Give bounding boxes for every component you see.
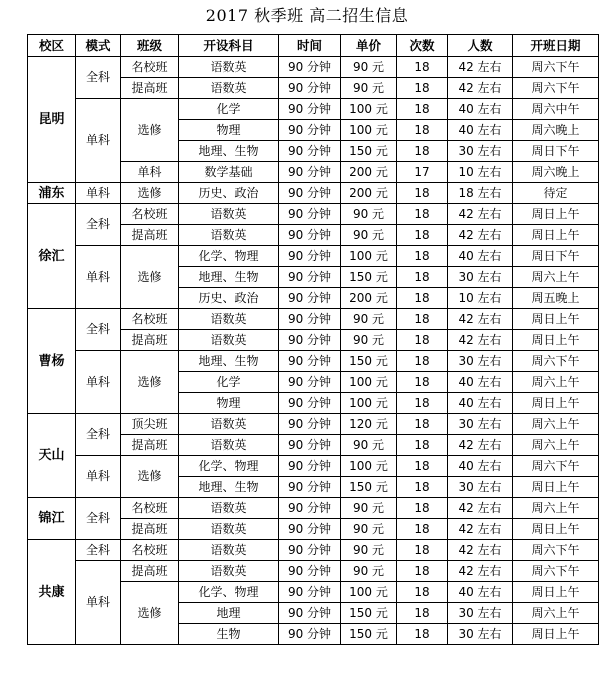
price-cell: 90 元 [341,204,397,225]
price-cell: 90 元 [341,519,397,540]
subject-cell: 语数英 [179,225,279,246]
date-cell: 周六上午 [513,267,599,288]
people-cell: 42 左右 [448,57,513,78]
time-cell: 90 分钟 [279,330,341,351]
count-cell: 18 [397,120,448,141]
price-cell: 150 元 [341,267,397,288]
people-cell: 30 左右 [448,267,513,288]
time-cell: 90 分钟 [279,540,341,561]
subject-cell: 语数英 [179,330,279,351]
date-cell: 周六下午 [513,561,599,582]
people-cell: 40 左右 [448,582,513,603]
table-row [28,540,599,561]
count-cell: 18 [397,330,448,351]
subject-cell: 地理、生物 [179,267,279,288]
people-cell: 30 左右 [448,624,513,645]
subject-cell: 化学 [179,99,279,120]
people-cell: 42 左右 [448,330,513,351]
count-cell: 18 [397,624,448,645]
subject-cell: 地理、生物 [179,351,279,372]
price-cell: 200 元 [341,288,397,309]
time-cell: 90 分钟 [279,372,341,393]
time-cell: 90 分钟 [279,57,341,78]
time-cell: 90 分钟 [279,498,341,519]
table-row [28,99,599,120]
people-cell: 30 左右 [448,477,513,498]
people-cell: 30 左右 [448,351,513,372]
date-cell: 周日上午 [513,519,599,540]
date-cell: 待定 [513,183,599,204]
count-cell: 18 [397,267,448,288]
price-cell: 150 元 [341,624,397,645]
count-cell: 18 [397,603,448,624]
subject-cell: 语数英 [179,561,279,582]
class-cell: 选修 [121,183,179,204]
date-cell: 周日上午 [513,624,599,645]
header-start-date: 开班日期 [513,35,599,57]
time-cell: 90 分钟 [279,246,341,267]
time-cell: 90 分钟 [279,288,341,309]
class-cell: 提高班 [121,519,179,540]
price-cell: 90 元 [341,57,397,78]
count-cell: 18 [397,78,448,99]
count-cell: 18 [397,498,448,519]
mode-cell: 全科 [76,204,121,246]
people-cell: 42 左右 [448,498,513,519]
header-price: 单价 [341,35,397,57]
date-cell: 周日下午 [513,141,599,162]
table-row [28,309,599,330]
campus-cell: 共康 [28,540,76,645]
date-cell: 周六晚上 [513,162,599,183]
price-cell: 90 元 [341,225,397,246]
count-cell: 18 [397,477,448,498]
time-cell: 90 分钟 [279,414,341,435]
count-cell: 18 [397,141,448,162]
time-cell: 90 分钟 [279,183,341,204]
subject-cell: 化学、物理 [179,456,279,477]
date-cell: 周六下午 [513,57,599,78]
count-cell: 18 [397,309,448,330]
date-cell: 周六晚上 [513,120,599,141]
subject-cell: 语数英 [179,435,279,456]
count-cell: 18 [397,225,448,246]
date-cell: 周日上午 [513,582,599,603]
date-cell: 周六上午 [513,603,599,624]
date-cell: 周六上午 [513,498,599,519]
class-cell: 名校班 [121,540,179,561]
time-cell: 90 分钟 [279,582,341,603]
price-cell: 90 元 [341,435,397,456]
count-cell: 18 [397,519,448,540]
subject-cell: 语数英 [179,414,279,435]
subject-cell: 物理 [179,120,279,141]
price-cell: 100 元 [341,99,397,120]
price-cell: 150 元 [341,603,397,624]
price-cell: 100 元 [341,456,397,477]
count-cell: 18 [397,57,448,78]
header-count: 次数 [397,35,448,57]
count-cell: 18 [397,540,448,561]
count-cell: 18 [397,456,448,477]
count-cell: 18 [397,246,448,267]
subject-cell: 语数英 [179,204,279,225]
cursor-mark [598,280,599,292]
header-people: 人数 [448,35,513,57]
class-cell: 名校班 [121,57,179,78]
price-cell: 200 元 [341,183,397,204]
date-cell: 周日上午 [513,204,599,225]
price-cell: 150 元 [341,141,397,162]
table-row [28,351,599,372]
subject-cell: 语数英 [179,519,279,540]
mode-cell: 全科 [76,540,121,561]
date-cell: 周日下午 [513,246,599,267]
people-cell: 42 左右 [448,540,513,561]
count-cell: 18 [397,183,448,204]
date-cell: 周六上午 [513,435,599,456]
time-cell: 90 分钟 [279,561,341,582]
count-cell: 18 [397,204,448,225]
people-cell: 40 左右 [448,393,513,414]
time-cell: 90 分钟 [279,435,341,456]
mode-cell: 单科 [76,351,121,414]
campus-cell: 锦江 [28,498,76,540]
class-cell: 提高班 [121,78,179,99]
class-cell: 单科 [121,162,179,183]
price-cell: 90 元 [341,498,397,519]
subject-cell: 语数英 [179,309,279,330]
people-cell: 42 左右 [448,78,513,99]
people-cell: 42 左右 [448,561,513,582]
table-row [28,183,599,204]
time-cell: 90 分钟 [279,456,341,477]
people-cell: 30 左右 [448,141,513,162]
header-class: 班级 [121,35,179,57]
price-cell: 120 元 [341,414,397,435]
subject-cell: 语数英 [179,540,279,561]
price-cell: 100 元 [341,393,397,414]
count-cell: 18 [397,372,448,393]
time-cell: 90 分钟 [279,603,341,624]
table-row [28,57,599,78]
price-cell: 100 元 [341,246,397,267]
date-cell: 周六下午 [513,351,599,372]
subject-cell: 化学、物理 [179,582,279,603]
campus-cell: 浦东 [28,183,76,204]
date-cell: 周日上午 [513,309,599,330]
people-cell: 18 左右 [448,183,513,204]
people-cell: 40 左右 [448,99,513,120]
date-cell: 周日上午 [513,225,599,246]
price-cell: 100 元 [341,582,397,603]
subject-cell: 地理 [179,603,279,624]
people-cell: 40 左右 [448,246,513,267]
table-row [28,204,599,225]
count-cell: 18 [397,288,448,309]
time-cell: 90 分钟 [279,267,341,288]
time-cell: 90 分钟 [279,120,341,141]
count-cell: 18 [397,561,448,582]
subject-cell: 物理 [179,393,279,414]
people-cell: 40 左右 [448,120,513,141]
class-cell: 选修 [121,456,179,498]
count-cell: 18 [397,99,448,120]
subject-cell: 生物 [179,624,279,645]
price-cell: 90 元 [341,309,397,330]
price-cell: 100 元 [341,372,397,393]
class-cell: 选修 [121,351,179,414]
header-time: 时间 [279,35,341,57]
class-cell: 提高班 [121,561,179,582]
people-cell: 30 左右 [448,603,513,624]
date-cell: 周五晚上 [513,288,599,309]
class-cell: 提高班 [121,225,179,246]
table-row [28,414,599,435]
time-cell: 90 分钟 [279,99,341,120]
class-cell: 名校班 [121,498,179,519]
time-cell: 90 分钟 [279,162,341,183]
campus-cell: 昆明 [28,57,76,183]
date-cell: 周日上午 [513,393,599,414]
time-cell: 90 分钟 [279,519,341,540]
time-cell: 90 分钟 [279,141,341,162]
subject-cell: 语数英 [179,57,279,78]
table-row [28,498,599,519]
people-cell: 10 左右 [448,288,513,309]
subject-cell: 数学基础 [179,162,279,183]
count-cell: 18 [397,582,448,603]
price-cell: 150 元 [341,351,397,372]
people-cell: 42 左右 [448,309,513,330]
count-cell: 18 [397,393,448,414]
class-cell: 名校班 [121,204,179,225]
table-row [28,246,599,267]
count-cell: 18 [397,414,448,435]
price-cell: 200 元 [341,162,397,183]
subject-cell: 化学、物理 [179,246,279,267]
price-cell: 90 元 [341,540,397,561]
date-cell: 周六上午 [513,414,599,435]
count-cell: 17 [397,162,448,183]
subject-cell: 语数英 [179,78,279,99]
date-cell: 周日上午 [513,330,599,351]
campus-cell: 徐汇 [28,204,76,309]
price-cell: 90 元 [341,330,397,351]
price-cell: 150 元 [341,477,397,498]
subject-cell: 历史、政治 [179,288,279,309]
subject-cell: 地理、生物 [179,477,279,498]
subject-cell: 地理、生物 [179,141,279,162]
time-cell: 90 分钟 [279,624,341,645]
class-cell: 选修 [121,246,179,309]
mode-cell: 单科 [76,561,121,645]
mode-cell: 全科 [76,498,121,540]
time-cell: 90 分钟 [279,309,341,330]
count-cell: 18 [397,351,448,372]
header-campus: 校区 [28,35,76,57]
time-cell: 90 分钟 [279,351,341,372]
people-cell: 42 左右 [448,519,513,540]
mode-cell: 单科 [76,456,121,498]
table-row [28,561,599,582]
time-cell: 90 分钟 [279,78,341,99]
price-cell: 90 元 [341,78,397,99]
mode-cell: 单科 [76,183,121,204]
class-cell: 名校班 [121,309,179,330]
page-title: 2017 秋季班 高二招生信息 [205,6,409,25]
time-cell: 90 分钟 [279,477,341,498]
mode-cell: 全科 [76,57,121,99]
mode-cell: 全科 [76,414,121,456]
class-cell: 选修 [121,582,179,645]
time-cell: 90 分钟 [279,225,341,246]
table-header-row [28,35,599,57]
people-cell: 42 左右 [448,204,513,225]
date-cell: 周日上午 [513,477,599,498]
time-cell: 90 分钟 [279,204,341,225]
mode-cell: 单科 [76,246,121,309]
class-cell: 选修 [121,99,179,162]
date-cell: 周六下午 [513,456,599,477]
header-subject: 开设科目 [179,35,279,57]
people-cell: 30 左右 [448,414,513,435]
time-cell: 90 分钟 [279,393,341,414]
price-cell: 90 元 [341,561,397,582]
count-cell: 18 [397,435,448,456]
class-cell: 提高班 [121,330,179,351]
subject-cell: 语数英 [179,498,279,519]
people-cell: 10 左右 [448,162,513,183]
people-cell: 42 左右 [448,225,513,246]
campus-cell: 天山 [28,414,76,498]
date-cell: 周六下午 [513,78,599,99]
class-cell: 提高班 [121,435,179,456]
date-cell: 周六下午 [513,540,599,561]
mode-cell: 单科 [76,99,121,183]
subject-cell: 历史、政治 [179,183,279,204]
header-mode: 模式 [76,35,121,57]
people-cell: 42 左右 [448,435,513,456]
people-cell: 40 左右 [448,456,513,477]
subject-cell: 化学 [179,372,279,393]
date-cell: 周六上午 [513,372,599,393]
campus-cell: 曹杨 [28,309,76,414]
price-cell: 100 元 [341,120,397,141]
date-cell: 周六中午 [513,99,599,120]
enrollment-table [27,34,599,645]
table-row [28,456,599,477]
class-cell: 顶尖班 [121,414,179,435]
mode-cell: 全科 [76,309,121,351]
people-cell: 40 左右 [448,372,513,393]
